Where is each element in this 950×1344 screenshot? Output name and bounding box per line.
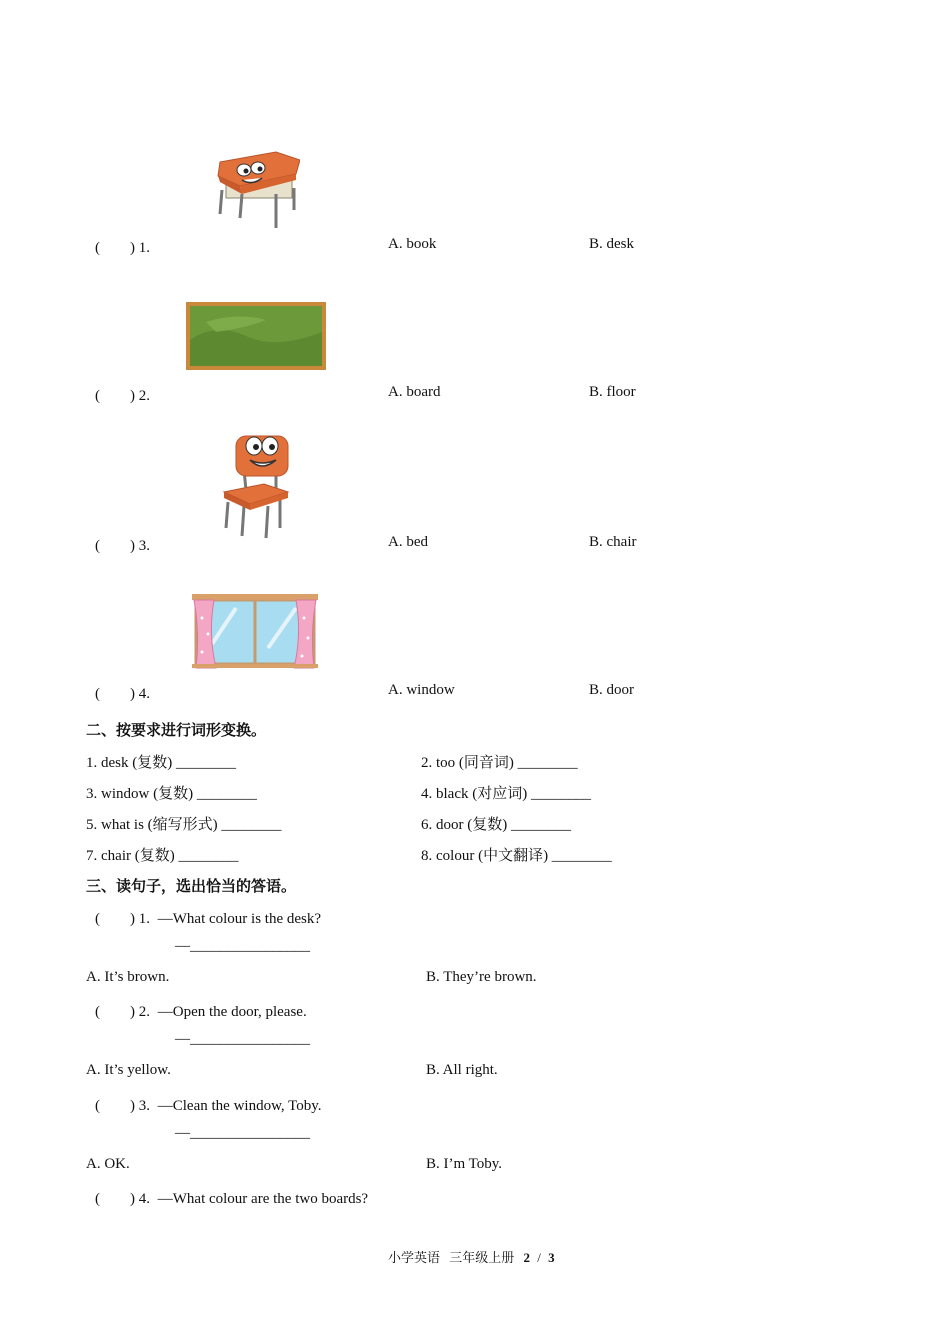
chair-picture (220, 430, 296, 540)
answer-blank[interactable]: —________________ (175, 938, 310, 954)
question-number: 3. (138, 1098, 150, 1114)
word-form-item-3[interactable]: 3. window (复数) ________ (86, 786, 257, 802)
picture-question-2 (95, 384, 150, 405)
answer-parentheses[interactable]: ( ) (95, 388, 135, 404)
question-number: 3. (138, 538, 150, 554)
question-text: —Clean the window, Toby. (157, 1098, 322, 1114)
option-a: A. OK. (86, 1156, 130, 1172)
dialogue-question-1 (95, 907, 321, 928)
answer-parentheses[interactable]: ( ) (95, 911, 135, 927)
section-3-title: 三、读句子，选出恰当的答语。 (86, 877, 297, 895)
answer-parentheses[interactable]: ( ) (95, 686, 135, 702)
window-picture (192, 594, 318, 674)
desk-picture (214, 148, 300, 230)
option-b: B. chair (589, 534, 637, 550)
word-form-item-6[interactable]: 6. door (复数) ________ (421, 817, 571, 833)
option-b: B. All right. (426, 1062, 498, 1078)
question-number: 1. (138, 911, 150, 927)
option-a: A. board (388, 384, 441, 400)
footer-grade: 三年级上册 (449, 1250, 515, 1265)
word-form-item-5[interactable]: 5. what is (缩写形式) ________ (86, 817, 282, 833)
option-a: A. bed (388, 534, 428, 550)
word-form-item-2[interactable]: 2. too (同音词) ________ (421, 755, 578, 771)
dialogue-question-2 (95, 1000, 307, 1021)
word-form-item-1[interactable]: 1. desk (复数) ________ (86, 755, 236, 771)
picture-question-3 (95, 534, 150, 555)
question-text: —Open the door, please. (157, 1004, 307, 1020)
footer-page-number: 2 (523, 1250, 531, 1265)
answer-blank[interactable]: —________________ (175, 1125, 310, 1141)
question-text: —What colour is the desk? (157, 911, 322, 927)
option-b: B. desk (589, 236, 634, 252)
option-b: B. They’re brown. (426, 969, 537, 985)
option-b: B. door (589, 682, 634, 698)
footer-total-pages: 3 (548, 1250, 555, 1265)
word-form-item-8[interactable]: 8. colour (中文翻译) ________ (421, 848, 612, 864)
option-b: B. I’m Toby. (426, 1156, 503, 1172)
word-form-item-4[interactable]: 4. black (对应词) ________ (421, 786, 591, 802)
answer-parentheses[interactable]: ( ) (95, 1004, 135, 1020)
question-text: —What colour are the two boards? (157, 1191, 369, 1207)
board-picture (186, 302, 326, 370)
option-a: A. It’s yellow. (86, 1062, 171, 1078)
question-number: 2. (138, 1004, 150, 1020)
word-form-item-7[interactable]: 7. chair (复数) ________ (86, 848, 239, 864)
section-2-title: 二、按要求进行词形变换。 (86, 721, 267, 739)
option-a: A. window (388, 682, 455, 698)
dialogue-question-4 (95, 1187, 368, 1208)
question-number: 4. (138, 1191, 150, 1207)
picture-question-4 (95, 682, 150, 703)
dialogue-question-3 (95, 1094, 322, 1115)
footer-subject: 小学英语 (388, 1250, 441, 1265)
answer-parentheses[interactable]: ( ) (95, 1191, 135, 1207)
option-a: A. book (388, 236, 437, 252)
question-number: 1. (138, 240, 150, 256)
footer-separator: / (537, 1250, 541, 1265)
page-footer (388, 1247, 555, 1266)
question-number: 4. (138, 686, 150, 702)
picture-question-1 (95, 236, 150, 257)
answer-parentheses[interactable]: ( ) (95, 538, 135, 554)
answer-parentheses[interactable]: ( ) (95, 1098, 135, 1114)
answer-parentheses[interactable]: ( ) (95, 240, 135, 256)
option-b: B. floor (589, 384, 636, 400)
option-a: A. It’s brown. (86, 969, 170, 985)
question-number: 2. (138, 388, 150, 404)
answer-blank[interactable]: —________________ (175, 1031, 310, 1047)
